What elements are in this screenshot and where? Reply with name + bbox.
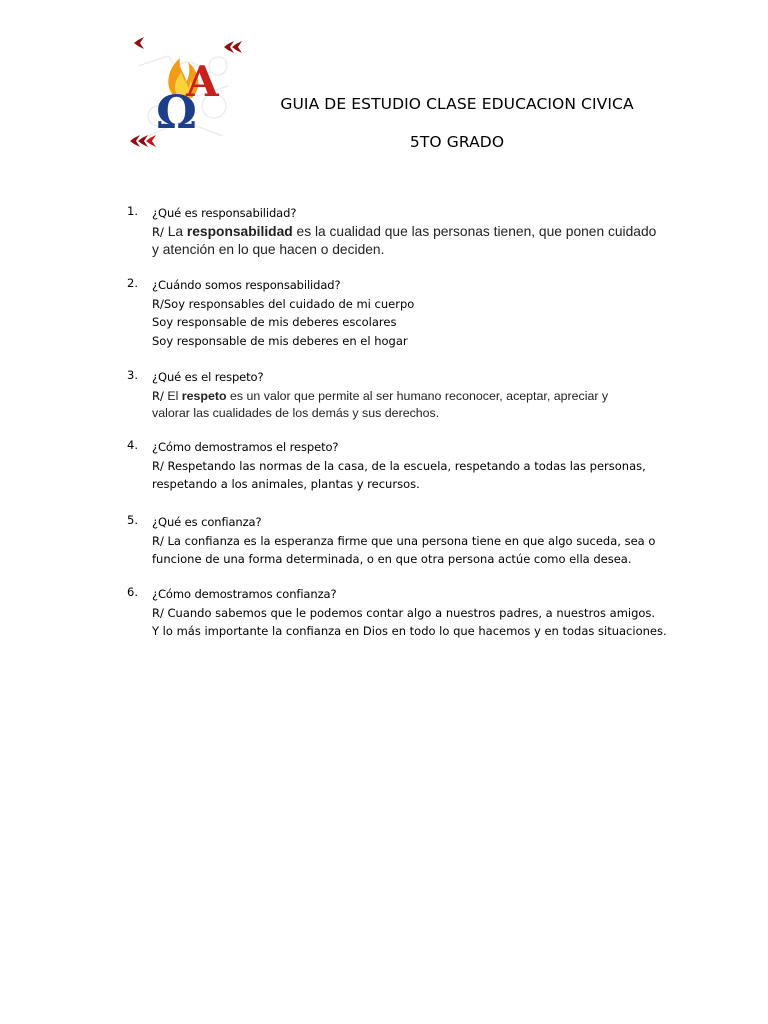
question-number: 3. — [127, 368, 138, 382]
qa-item — [152, 513, 672, 569]
answer-line: R/ Respetando las normas de la casa, de la escuela, respetando a todas las personas, — [152, 458, 646, 473]
answer-keyword: respeto — [181, 388, 227, 403]
answer-line: respetando a los animales, plantas y recursos. — [152, 477, 420, 491]
svg-text:Ω: Ω — [156, 85, 197, 139]
answer-prefix: R/ — [152, 388, 164, 403]
question-text: ¿Qué es confianza? — [152, 515, 262, 529]
qa-item — [152, 585, 672, 641]
answer-keyword: responsabilidad — [186, 223, 293, 239]
question-text: ¿Cuándo somos responsabilidad? — [152, 278, 341, 292]
qa-item — [152, 368, 672, 423]
page-title: GUIA DE ESTUDIO CLASE EDUCACION CIVICA — [280, 95, 634, 113]
svg-text:A: A — [186, 57, 219, 106]
question-number: 4. — [127, 438, 138, 452]
answer-line: valorar las cualidades de los demás y sus derechos. — [152, 406, 440, 420]
question-text: ¿Qué es responsabilidad? — [152, 206, 297, 220]
question-text: ¿Cómo demostramos confianza? — [152, 587, 337, 601]
qa-item — [152, 276, 672, 350]
question-number: 5. — [127, 513, 138, 527]
answer-prefix: R/ — [152, 224, 164, 239]
question-text: ¿Qué es el respeto? — [152, 370, 264, 384]
grade-subtitle: 5TO GRADO — [409, 133, 505, 151]
answer-line: R/ La confianza es la esperanza firme que una persona tiene en que algo suceda, sea o — [152, 533, 656, 548]
qa-item — [152, 438, 672, 494]
question-number: 2. — [127, 276, 138, 290]
answer-line: funcione de una forma determinada, o en que otra persona actúe como ella desea. — [152, 552, 632, 566]
answer-line — [152, 387, 672, 406]
answer-text: es la cualidad que las personas tienen, que ponen cuidado — [292, 223, 657, 239]
answer-line — [152, 223, 672, 242]
qa-item — [152, 204, 672, 259]
answer-text: El — [163, 388, 182, 403]
alpha-omega-flame-logo — [128, 36, 242, 150]
answer-line: y atención en lo que hacen o deciden. — [152, 242, 385, 257]
answer-line: R/Soy responsables del cuidado de mi cuerpo — [152, 296, 415, 311]
question-text: ¿Cómo demostramos el respeto? — [152, 440, 339, 454]
question-number: 6. — [127, 585, 138, 599]
answer-text: es un valor que permite al ser humano reconocer, aceptar, apreciar y — [226, 388, 609, 403]
answer-line: Soy responsable de mis deberes escolares — [152, 315, 397, 329]
question-number: 1. — [127, 204, 138, 218]
answer-line: R/ Cuando sabemos que le podemos contar algo a nuestros padres, a nuestros amigos. — [152, 605, 656, 620]
answer-text: La — [163, 223, 187, 239]
answer-line: Soy responsable de mis deberes en el hogar — [152, 333, 408, 348]
answer-line: Y lo más importante la confianza en Dios en todo lo que hacemos y en todas situaciones. — [152, 624, 667, 638]
